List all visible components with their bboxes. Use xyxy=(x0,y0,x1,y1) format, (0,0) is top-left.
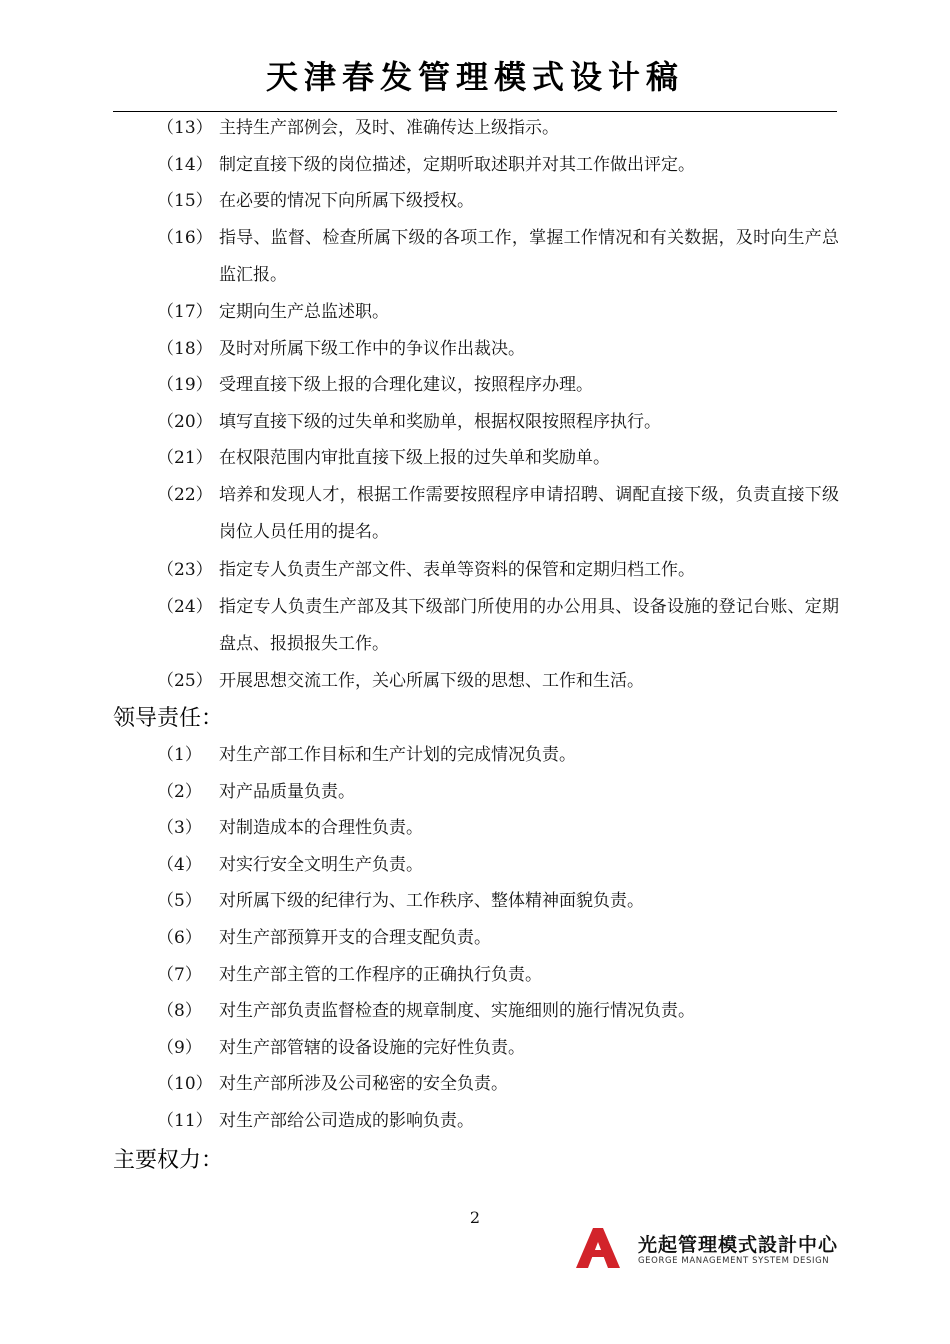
item-text: 开展思想交流工作，关心所属下级的思想、工作和生活。 xyxy=(219,671,644,691)
footer-logo xyxy=(576,1226,838,1270)
item-text: 对生产部负责监督检查的规章制度、实施细则的施行情况负责。 xyxy=(219,1001,695,1021)
item-number: （14） xyxy=(157,155,213,175)
item-number: （3） xyxy=(157,818,202,838)
item-text: 定期向生产总监述职。 xyxy=(219,302,389,322)
item-text: 及时对所属下级工作中的争议作出裁决。 xyxy=(219,339,525,359)
item-number: （9） xyxy=(157,1038,202,1058)
logo-name-cn: 光起管理模式設計中心 xyxy=(638,1234,839,1256)
item-number: （2） xyxy=(157,782,202,802)
item-text: 对所属下级的纪律行为、工作秩序、整体精神面貌负责。 xyxy=(219,891,644,911)
item-text: 对产品质量负责。 xyxy=(219,782,355,802)
item-text: 指导、监督、检查所属下级的各项工作，掌握工作情况和有关数据，及时向生产总监汇报。 xyxy=(219,228,839,285)
section-heading-powers: 主要权力： xyxy=(113,1148,224,1173)
item-number: （18） xyxy=(157,339,213,359)
item-number: （21） xyxy=(157,448,213,468)
section-heading-leadership: 领导责任： xyxy=(113,706,224,731)
item-text: 培养和发现人才，根据工作需要按照程序申请招聘、调配直接下级，负责直接下级岗位人员任用的提名。 xyxy=(219,485,839,542)
item-number: （10） xyxy=(157,1074,213,1094)
item-number: （8） xyxy=(157,1001,202,1021)
item-number: （6） xyxy=(157,928,202,948)
item-number: （23） xyxy=(157,560,213,580)
logo-name-en: GEORGE MANAGEMENT SYSTEM DESIGN xyxy=(638,1256,830,1266)
item-number: （16） xyxy=(157,228,213,248)
item-number: （15） xyxy=(157,191,213,211)
page-number: 2 xyxy=(469,1208,481,1227)
item-number: （13） xyxy=(157,118,213,138)
item-text: 对实行安全文明生产负责。 xyxy=(219,855,423,875)
item-number: （24） xyxy=(157,597,213,617)
item-number: （17） xyxy=(157,302,213,322)
item-number: （25） xyxy=(157,671,213,691)
item-text: 在权限范围内审批直接下级上报的过失单和奖励单。 xyxy=(219,448,610,468)
item-number: （22） xyxy=(157,485,213,505)
item-text: 指定专人负责生产部文件、表单等资料的保管和定期归档工作。 xyxy=(219,560,695,580)
item-number: （19） xyxy=(157,375,213,395)
item-number: （1） xyxy=(157,745,202,765)
item-number: （5） xyxy=(157,891,202,911)
item-text: 指定专人负责生产部及其下级部门所使用的办公用具、设备设施的登记台账、定期盘点、报损报失工作。 xyxy=(219,597,839,654)
item-number: （4） xyxy=(157,855,202,875)
item-text: 对制造成本的合理性负责。 xyxy=(219,818,423,838)
item-number: （7） xyxy=(157,965,202,985)
item-number: （11） xyxy=(157,1111,213,1131)
item-text: 对生产部预算开支的合理支配负责。 xyxy=(219,928,491,948)
logo-a-icon xyxy=(576,1228,620,1268)
item-number: （20） xyxy=(157,412,213,432)
page-title: 天津春发管理模式设计稿 xyxy=(265,58,684,96)
item-text: 主持生产部例会，及时、准确传达上级指示。 xyxy=(219,118,559,138)
item-text: 对生产部工作目标和生产计划的完成情况负责。 xyxy=(219,745,576,765)
item-text: 填写直接下级的过失单和奖励单，根据权限按照程序执行。 xyxy=(219,412,661,432)
item-text: 制定直接下级的岗位描述，定期听取述职并对其工作做出评定。 xyxy=(219,155,695,175)
item-text: 对生产部给公司造成的影响负责。 xyxy=(219,1111,474,1131)
item-text: 对生产部管辖的设备设施的完好性负责。 xyxy=(219,1038,525,1058)
item-text: 在必要的情况下向所属下级授权。 xyxy=(219,191,474,211)
item-text: 对生产部所涉及公司秘密的安全负责。 xyxy=(219,1074,508,1094)
item-text: 受理直接下级上报的合理化建议，按照程序办理。 xyxy=(219,375,593,395)
item-text: 对生产部主管的工作程序的正确执行负责。 xyxy=(219,965,542,985)
